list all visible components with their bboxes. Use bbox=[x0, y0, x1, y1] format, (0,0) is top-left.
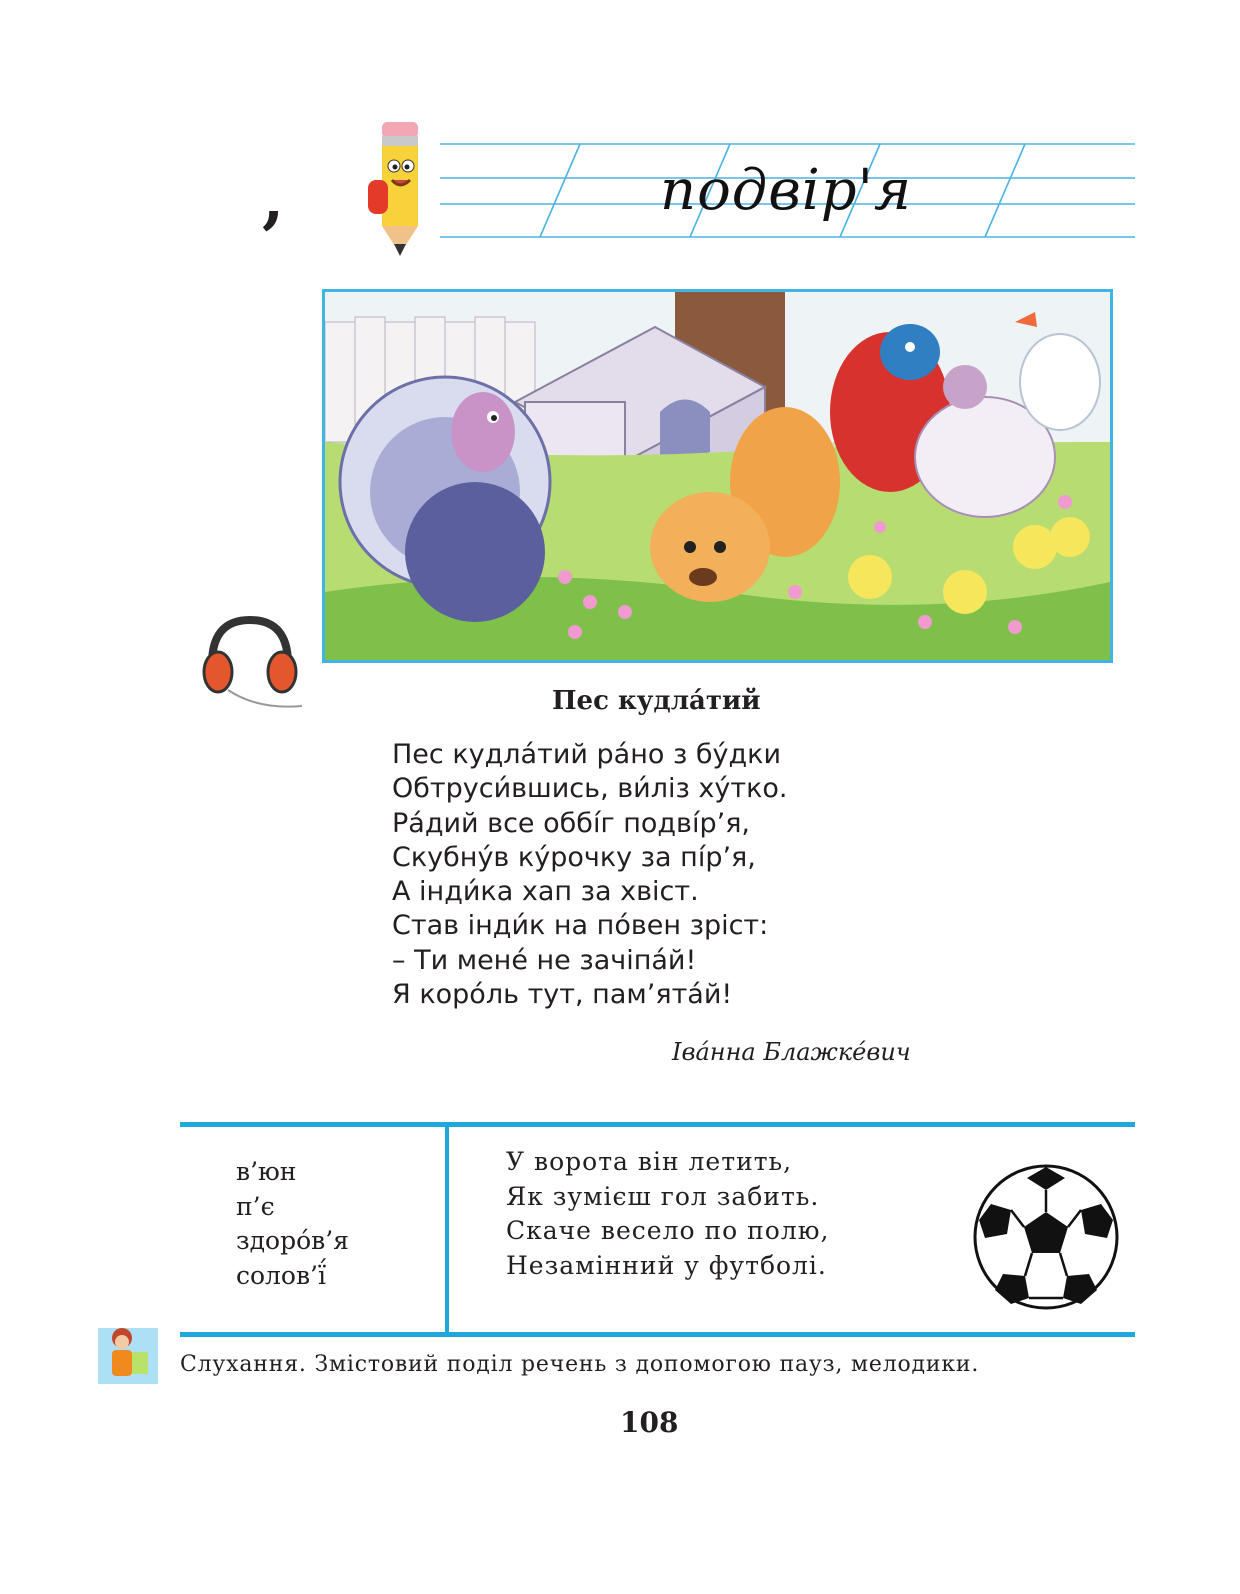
apostrophe-mark: , bbox=[262, 162, 285, 237]
footer-note: Слухання. Змістовий поділ речень з допомогою пауз, мелодики. bbox=[180, 1352, 980, 1377]
poem-text bbox=[392, 738, 787, 1012]
box-top-rule bbox=[180, 1122, 1135, 1127]
handwritten-word: подвір'я bbox=[660, 158, 913, 223]
riddle-line: Як зумієш гол забить. bbox=[506, 1181, 820, 1211]
page-number: 108 bbox=[620, 1406, 679, 1439]
poem-line: Я коро́ль тут, пам’ята́й! bbox=[392, 979, 733, 1011]
riddle-text bbox=[506, 1145, 829, 1283]
riddle-line: Скаче весело по полю, bbox=[506, 1216, 830, 1245]
poem-line: Ра́дий все оббі́г подві́р’я, bbox=[392, 807, 751, 839]
poem-author: Іва́нна Блажке́вич bbox=[672, 1038, 911, 1066]
riddle-line: Незамінний у футболі. bbox=[506, 1250, 827, 1280]
box-divider bbox=[445, 1127, 449, 1332]
word-item: п’є bbox=[236, 1191, 275, 1221]
poem-line: Пес кудла́тий ра́но з бу́дки bbox=[392, 739, 782, 770]
poem-line: – Ти мене́ не зачіпа́й! bbox=[392, 944, 697, 976]
headphones-icon bbox=[198, 614, 306, 710]
word-item: в’юн bbox=[236, 1157, 297, 1186]
apostrophe-words-list bbox=[236, 1155, 349, 1293]
riddle-line: У ворота він летить, bbox=[506, 1147, 793, 1176]
poem-title: Пес кудла́тий bbox=[552, 686, 761, 716]
word-item: здоро́в’я bbox=[236, 1226, 349, 1255]
poem-line: Скубну́в ку́рочку за пі́р’я, bbox=[392, 841, 756, 873]
word-item: солов’ї́ bbox=[236, 1260, 327, 1290]
soccer-ball-icon bbox=[973, 1164, 1119, 1310]
farmyard-illustration bbox=[322, 289, 1113, 663]
poem-line: А інди́ка хап за хвіст. bbox=[392, 876, 699, 908]
poem-line: Став інди́к на по́вен зріст: bbox=[392, 910, 769, 942]
pencil-mascot-icon bbox=[362, 120, 432, 260]
teacher-icon bbox=[98, 1322, 158, 1384]
box-bottom-rule bbox=[180, 1332, 1135, 1337]
poem-line: Обтруси́вшись, ви́ліз ху́тко. bbox=[392, 773, 788, 805]
